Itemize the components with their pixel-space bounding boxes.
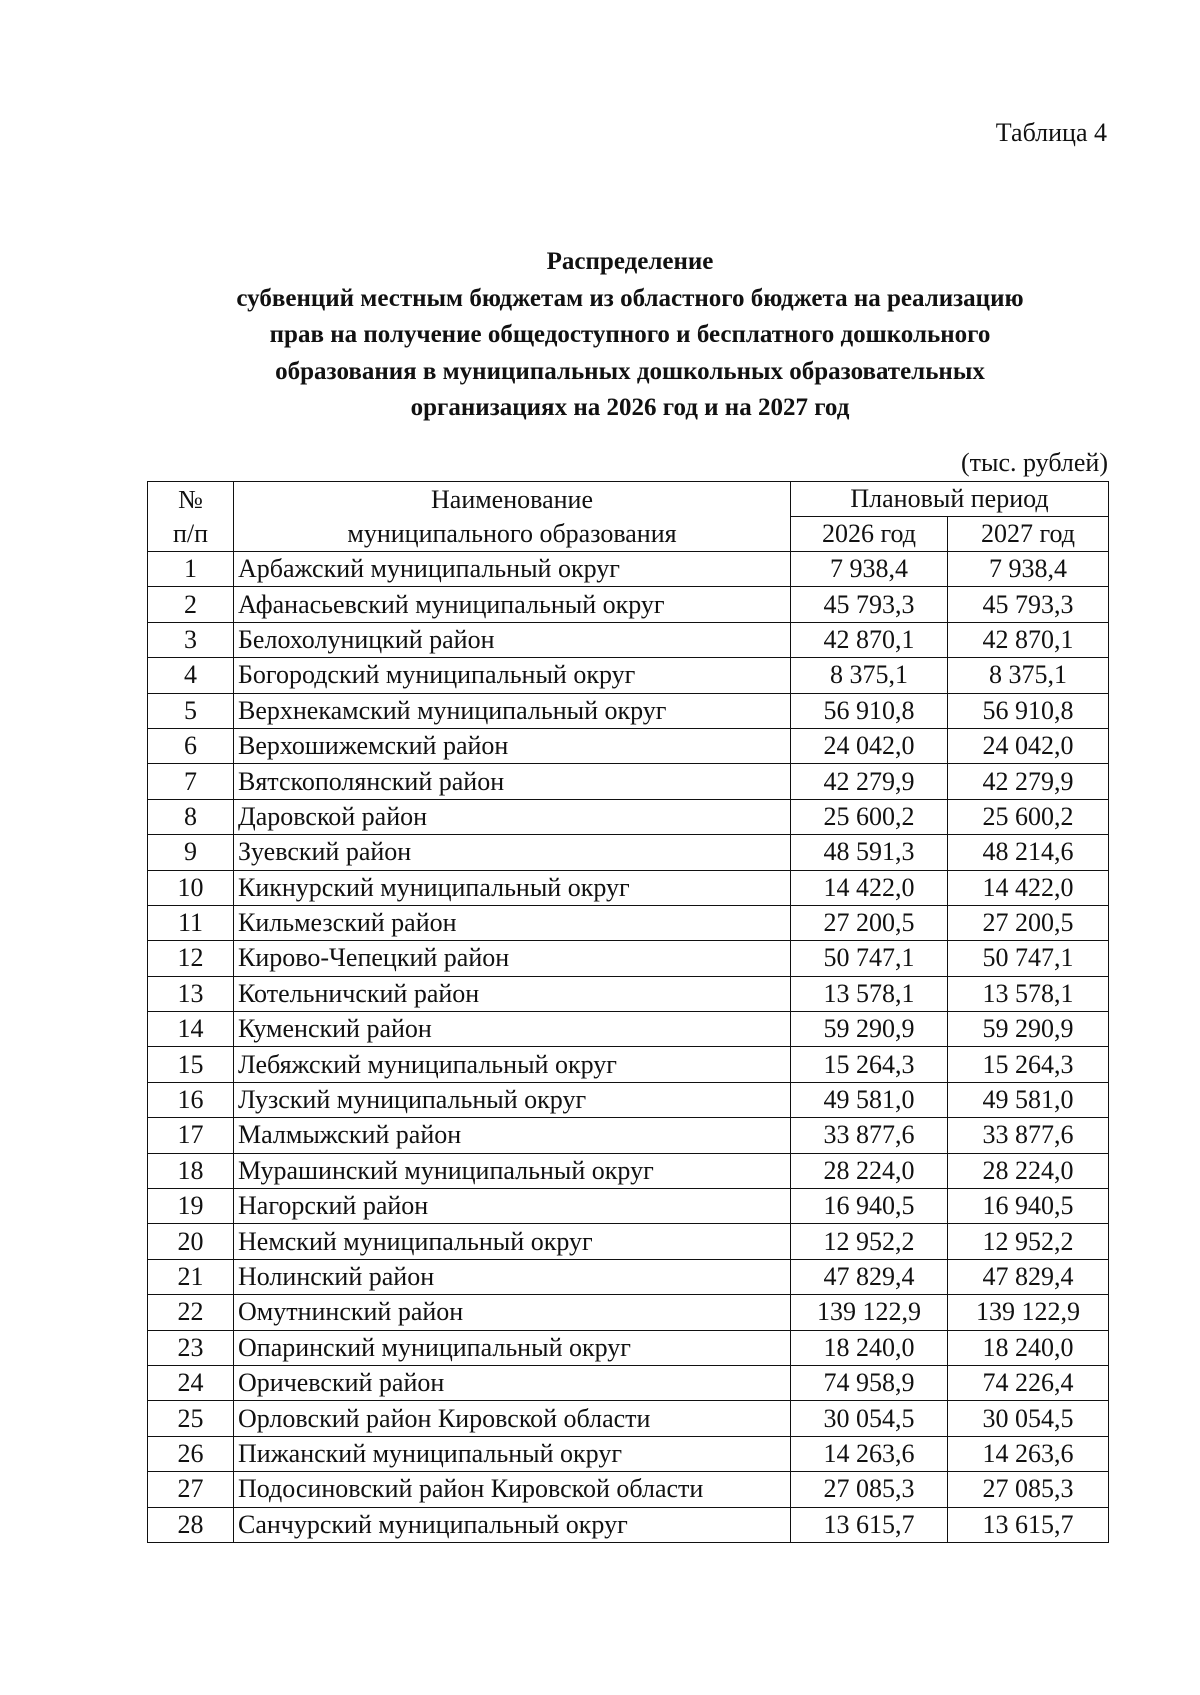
row-municipality-name: Кирово-Чепецкий район	[234, 941, 791, 976]
row-number: 17	[148, 1118, 234, 1153]
row-number: 1	[148, 552, 234, 587]
row-value-2027: 47 829,4	[948, 1259, 1109, 1294]
row-municipality-name: Котельничский район	[234, 976, 791, 1011]
row-value-2026: 12 952,2	[791, 1224, 948, 1259]
header-name-line2: муниципального образования	[347, 518, 677, 548]
table-row	[148, 1012, 1109, 1047]
row-value-2026: 18 240,0	[791, 1330, 948, 1365]
row-value-2026: 50 747,1	[791, 941, 948, 976]
row-value-2026: 139 122,9	[791, 1295, 948, 1330]
row-value-2027: 48 214,6	[948, 835, 1109, 870]
table-row	[148, 1082, 1109, 1117]
row-number: 14	[148, 1012, 234, 1047]
table-row	[148, 552, 1109, 587]
heading-line-1: Распределение	[546, 248, 714, 275]
table-row	[148, 1224, 1109, 1259]
row-number: 24	[148, 1365, 234, 1400]
row-value-2027: 30 054,5	[948, 1401, 1109, 1436]
row-value-2027: 49 581,0	[948, 1082, 1109, 1117]
heading-line-5: организациях на 2026 год и на 2027 год	[410, 394, 850, 421]
row-municipality-name: Зуевский район	[234, 835, 791, 870]
row-value-2027: 139 122,9	[948, 1295, 1109, 1330]
heading-line-4: образования в муниципальных дошкольных образовательных	[275, 357, 985, 385]
row-municipality-name: Верхошижемский район	[234, 728, 791, 763]
row-number: 13	[148, 976, 234, 1011]
row-number: 22	[148, 1295, 234, 1330]
table-row	[148, 728, 1109, 763]
table-row	[148, 1507, 1109, 1542]
row-value-2026: 24 042,0	[791, 728, 948, 763]
row-value-2027: 7 938,4	[948, 552, 1109, 587]
row-value-2026: 56 910,8	[791, 693, 948, 728]
row-municipality-name: Арбажский муниципальный округ	[234, 552, 791, 587]
row-municipality-name: Кильмезский район	[234, 905, 791, 940]
row-municipality-name: Белохолуницкий район	[234, 622, 791, 657]
header-name-line1: Наименование	[431, 484, 593, 514]
row-value-2026: 13 578,1	[791, 976, 948, 1011]
row-number: 23	[148, 1330, 234, 1365]
row-value-2027: 14 263,6	[948, 1436, 1109, 1471]
row-value-2026: 27 200,5	[791, 905, 948, 940]
row-number: 21	[148, 1259, 234, 1294]
row-value-2026: 27 085,3	[791, 1472, 948, 1507]
table-row	[148, 1295, 1109, 1330]
row-value-2026: 15 264,3	[791, 1047, 948, 1082]
units-note: (тыс. рублей)	[960, 448, 1108, 477]
row-value-2026: 13 615,7	[791, 1507, 948, 1542]
row-number: 27	[148, 1472, 234, 1507]
row-value-2026: 74 958,9	[791, 1365, 948, 1400]
row-value-2027: 24 042,0	[948, 728, 1109, 763]
row-municipality-name: Малмыжский район	[234, 1118, 791, 1153]
row-value-2026: 49 581,0	[791, 1082, 948, 1117]
row-municipality-name: Нагорский район	[234, 1189, 791, 1224]
row-value-2026: 59 290,9	[791, 1012, 948, 1047]
row-number: 7	[148, 764, 234, 799]
row-number: 9	[148, 835, 234, 870]
header-year-2027: 2027 год	[948, 517, 1109, 552]
row-value-2027: 16 940,5	[948, 1189, 1109, 1224]
table-row	[148, 1047, 1109, 1082]
row-number: 19	[148, 1189, 234, 1224]
table-row	[148, 1436, 1109, 1471]
row-value-2026: 33 877,6	[791, 1118, 948, 1153]
row-number: 8	[148, 799, 234, 834]
row-value-2026: 14 263,6	[791, 1436, 948, 1471]
row-number: 20	[148, 1224, 234, 1259]
table-row	[148, 905, 1109, 940]
row-value-2026: 45 793,3	[791, 587, 948, 622]
table-row	[148, 658, 1109, 693]
table-row	[148, 976, 1109, 1011]
row-number: 6	[148, 728, 234, 763]
row-value-2026: 8 375,1	[791, 658, 948, 693]
table-row	[148, 764, 1109, 799]
row-value-2027: 13 615,7	[948, 1507, 1109, 1542]
table-row	[148, 1153, 1109, 1188]
row-municipality-name: Немский муниципальный округ	[234, 1224, 791, 1259]
header-number-line1: №	[178, 484, 203, 514]
row-number: 11	[148, 905, 234, 940]
row-value-2027: 45 793,3	[948, 587, 1109, 622]
table-label: Таблица 4	[995, 118, 1107, 147]
row-value-2027: 74 226,4	[948, 1365, 1109, 1400]
row-number: 5	[148, 693, 234, 728]
row-number: 10	[148, 870, 234, 905]
row-municipality-name: Кикнурский муниципальный округ	[234, 870, 791, 905]
header-number-line2: п/п	[172, 518, 209, 548]
row-value-2027: 33 877,6	[948, 1118, 1109, 1153]
heading-line-3: прав на получение общедоступного и бесплатного дошкольного	[269, 321, 991, 348]
row-value-2027: 15 264,3	[948, 1047, 1109, 1082]
row-municipality-name: Лебяжский муниципальный округ	[234, 1047, 791, 1082]
row-value-2027: 13 578,1	[948, 976, 1109, 1011]
table-row	[148, 1365, 1109, 1400]
row-value-2026: 42 279,9	[791, 764, 948, 799]
table-row	[148, 799, 1109, 834]
row-municipality-name: Мурашинский муниципальный округ	[234, 1153, 791, 1188]
row-number: 15	[148, 1047, 234, 1082]
row-value-2026: 25 600,2	[791, 799, 948, 834]
header-period: Плановый период	[791, 482, 1109, 517]
document-heading	[0, 244, 1200, 427]
row-municipality-name: Лузский муниципальный округ	[234, 1082, 791, 1117]
row-value-2027: 18 240,0	[948, 1330, 1109, 1365]
row-municipality-name: Омутнинский район	[234, 1295, 791, 1330]
row-number: 12	[148, 941, 234, 976]
row-municipality-name: Опаринский муниципальный округ	[234, 1330, 791, 1365]
row-number: 4	[148, 658, 234, 693]
row-value-2027: 56 910,8	[948, 693, 1109, 728]
row-value-2026: 30 054,5	[791, 1401, 948, 1436]
row-value-2027: 25 600,2	[948, 799, 1109, 834]
table-row	[148, 1118, 1109, 1153]
row-municipality-name: Оричевский район	[234, 1365, 791, 1400]
row-value-2026: 14 422,0	[791, 870, 948, 905]
row-value-2027: 27 200,5	[948, 905, 1109, 940]
row-number: 28	[148, 1507, 234, 1542]
table-row	[148, 835, 1109, 870]
row-number: 18	[148, 1153, 234, 1188]
table-row	[148, 1401, 1109, 1436]
row-municipality-name: Даровской район	[234, 799, 791, 834]
row-municipality-name: Верхнекамский муниципальный округ	[234, 693, 791, 728]
table-row	[148, 622, 1109, 657]
row-value-2027: 59 290,9	[948, 1012, 1109, 1047]
table-row	[148, 693, 1109, 728]
table-row	[148, 1189, 1109, 1224]
table-header	[148, 482, 1109, 552]
row-number: 26	[148, 1436, 234, 1471]
row-value-2026: 16 940,5	[791, 1189, 948, 1224]
row-value-2027: 42 870,1	[948, 622, 1109, 657]
row-value-2027: 28 224,0	[948, 1153, 1109, 1188]
table-body	[148, 552, 1109, 1543]
row-municipality-name: Куменский район	[234, 1012, 791, 1047]
table-row	[148, 1259, 1109, 1294]
row-municipality-name: Вятскополянский район	[234, 764, 791, 799]
row-value-2026: 7 938,4	[791, 552, 948, 587]
row-value-2026: 28 224,0	[791, 1153, 948, 1188]
row-value-2027: 50 747,1	[948, 941, 1109, 976]
row-value-2026: 48 591,3	[791, 835, 948, 870]
row-value-2027: 42 279,9	[948, 764, 1109, 799]
header-number	[148, 482, 234, 552]
row-value-2027: 14 422,0	[948, 870, 1109, 905]
row-municipality-name: Нолинский район	[234, 1259, 791, 1294]
row-value-2027: 27 085,3	[948, 1472, 1109, 1507]
distribution-table	[147, 481, 1109, 1543]
header-year-2026: 2026 год	[791, 517, 948, 552]
row-value-2026: 42 870,1	[791, 622, 948, 657]
row-number: 2	[148, 587, 234, 622]
row-municipality-name: Санчурский муниципальный округ	[234, 1507, 791, 1542]
header-name	[234, 482, 791, 552]
row-value-2026: 47 829,4	[791, 1259, 948, 1294]
row-municipality-name: Пижанский муниципальный округ	[234, 1436, 791, 1471]
row-number: 25	[148, 1401, 234, 1436]
heading-line-2: субвенций местным бюджетам из областного бюджета на реализацию	[236, 284, 1024, 312]
row-number: 3	[148, 622, 234, 657]
table-row	[148, 1472, 1109, 1507]
row-value-2027: 12 952,2	[948, 1224, 1109, 1259]
row-municipality-name: Афанасьевский муниципальный округ	[234, 587, 791, 622]
row-municipality-name: Богородский муниципальный округ	[234, 658, 791, 693]
table-row	[148, 587, 1109, 622]
row-municipality-name: Орловский район Кировской области	[234, 1401, 791, 1436]
row-value-2027: 8 375,1	[948, 658, 1109, 693]
table-row	[148, 941, 1109, 976]
table-row	[148, 870, 1109, 905]
row-municipality-name: Подосиновский район Кировской области	[234, 1472, 791, 1507]
row-number: 16	[148, 1082, 234, 1117]
table-row	[148, 1330, 1109, 1365]
